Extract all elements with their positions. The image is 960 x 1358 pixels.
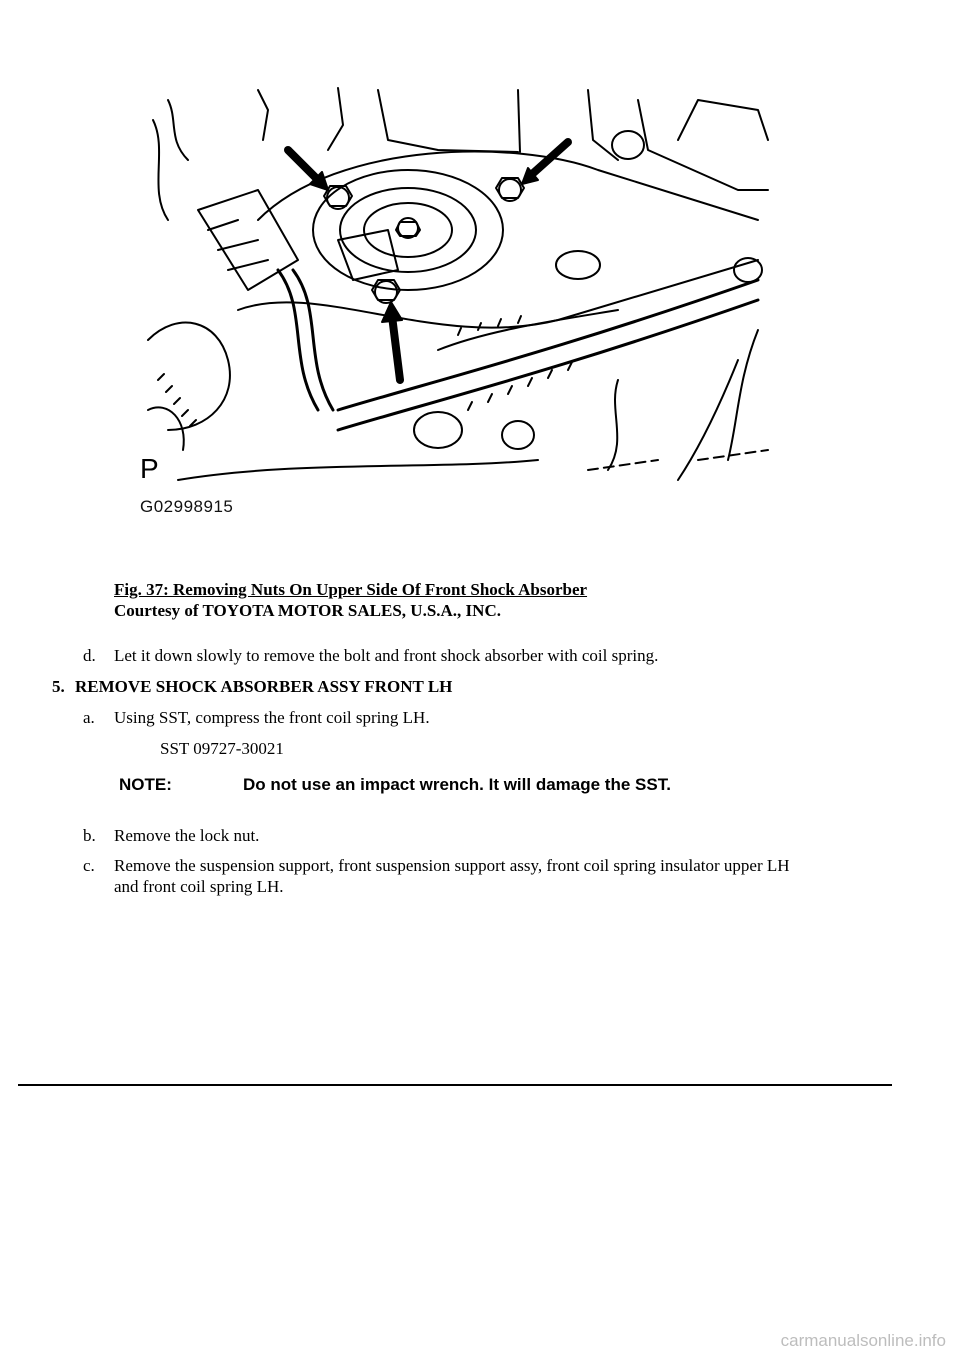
section-title: REMOVE SHOCK ABSORBER ASSY FRONT LH <box>75 677 453 696</box>
step-c <box>83 855 903 899</box>
section-number: 5. <box>52 677 65 696</box>
note-label: NOTE: <box>119 775 172 794</box>
step-d <box>83 645 903 667</box>
footer-divider <box>18 1084 892 1086</box>
step-marker: d. <box>83 646 96 665</box>
step-text: Let it down slowly to remove the bolt and front shock absorber with coil spring. <box>114 646 659 665</box>
sst-number: SST 09727-30021 <box>160 739 284 758</box>
step-text: Using SST, compress the front coil spring LH. <box>114 708 430 727</box>
step-a <box>83 707 903 729</box>
watermark: carmanualsonline.info <box>780 1331 946 1350</box>
step-text: Remove the lock nut. <box>114 826 260 845</box>
figure-caption-courtesy: Courtesy of TOYOTA MOTOR SALES, U.S.A., INC. <box>114 601 501 620</box>
view-label: P <box>140 453 159 484</box>
figure-caption <box>114 579 587 621</box>
figure-caption-title: Fig. 37: Removing Nuts On Upper Side Of Front Shock Absorber <box>114 580 588 599</box>
note-text: Do not use an impact wrench. It will damage the SST. <box>243 775 671 794</box>
step-marker: c. <box>83 856 95 875</box>
step-text-line2: and front coil spring LH. <box>114 877 284 896</box>
figure-image-code: G02998915 <box>140 497 234 516</box>
step-b <box>83 825 903 847</box>
step-marker: b. <box>83 826 96 845</box>
shock-absorber-figure <box>138 80 778 520</box>
step-text-line1: Remove the suspension support, front suspension support assy, front coil spring insulator upper LH <box>114 856 790 875</box>
section-heading <box>52 676 872 698</box>
step-marker: a. <box>83 708 95 727</box>
